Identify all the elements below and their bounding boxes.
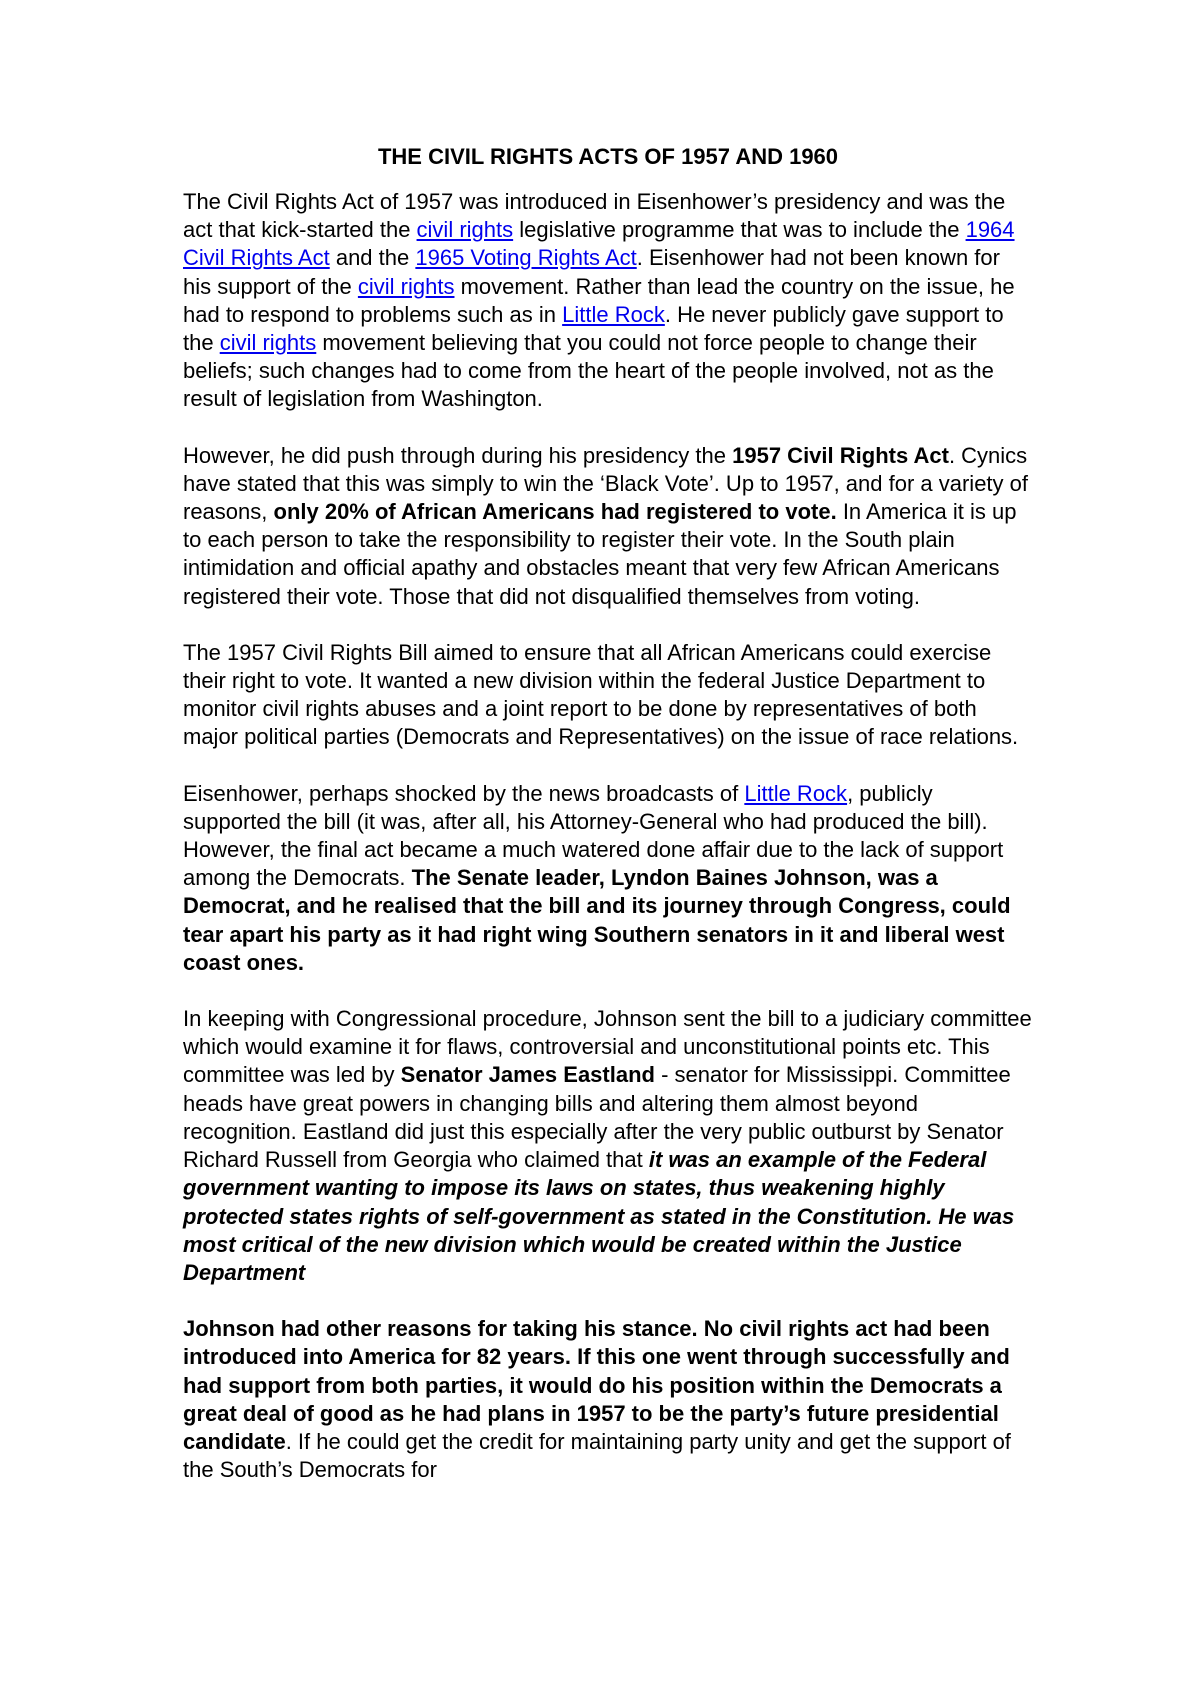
text-run: The Civil Rights Act of 1957 was introduced in Eisenhower’s presidency and was the act that kick-started the bbox=[183, 189, 1006, 243]
paragraph-6 bbox=[183, 1315, 1033, 1484]
text-run: Eisenhower, perhaps shocked by the news broadcasts of bbox=[183, 780, 745, 806]
text-run: The 1957 Civil Rights Bill aimed to ensure that all African Americans could exercise their right to vote. It wanted a new division within the federal Justice Department to monitor civil rights abuses and a joint report to be done by representatives of both major political parties (Democrats and Representatives) on the issue of race relations. bbox=[183, 639, 1019, 750]
link-civil-rights[interactable]: civil rights bbox=[416, 217, 514, 243]
document-title: THE CIVIL RIGHTS ACTS OF 1957 AND 1960 bbox=[377, 144, 839, 169]
text-run: . He never publicly gave support to the bbox=[183, 301, 1004, 356]
text-run: - senator for Mississippi. Committee heads have great powers in changing bills and altering them almost beyond recognition. Eastland did just this especially after the very public outburst by Senator Richard Russell from Georgia who claimed that bbox=[183, 1062, 1011, 1173]
text-run: and the bbox=[329, 245, 416, 271]
bold-text: The Senate leader, Lyndon Baines Johnson, was a Democrat, and he realised that the bill and its journey through Congress, could tear apart his party as it had right wing Southern senators in it and liberal west coast ones. bbox=[183, 865, 1011, 975]
link-civil-rights[interactable]: civil rights bbox=[357, 273, 455, 299]
text-run: In America it is up to each person to take the responsibility to register their vote. In the South plain intimidation and official apathy and obstacles meant that very few African Americans registered their vote. Those that did not disqualified themselves from voting. bbox=[183, 499, 1017, 609]
text-run: movement believing that you could not force people to change their beliefs; such changes had to come from the heart of the people involved, not as the result of legislation from Washington. bbox=[183, 330, 994, 412]
link-little-rock[interactable]: Little Rock bbox=[744, 780, 848, 806]
text-run: , publicly supported the bill (it was, after all, his Attorney-General who had produced the bill). However, the final act became a much watered done affair due to the lack of support among the Democrats. bbox=[183, 780, 1004, 891]
bold-text: only 20% of African Americans had registered to vote. bbox=[273, 499, 837, 525]
bold-text: 1957 Civil Rights Act bbox=[732, 442, 949, 468]
bold-text: Johnson had other reasons for taking his stance. No civil rights act had been introduced into America for 82 years. If this one went through successfully and had support from both parties, it would do his position within the Democrats a great deal of good as he had plans in 1957 to be the party’s future presidential candidate bbox=[183, 1316, 1010, 1454]
bold-text: Senator James Eastland bbox=[400, 1062, 655, 1088]
bold-italic-quote: it was an example of the Federal government wanting to impose its laws on states, thus weakening highly protected states rights of self-government as stated in the Constitution. He was most critical of the new division which would be created within the Justice Department bbox=[183, 1147, 1015, 1285]
link-little-rock[interactable]: Little Rock bbox=[562, 301, 665, 327]
text-run: legislative programme that was to include the bbox=[513, 217, 966, 243]
paragraph-4 bbox=[183, 780, 1033, 977]
link-civil-rights[interactable]: civil rights bbox=[219, 330, 317, 356]
text-run: In keeping with Congressional procedure, Johnson sent the bill to a judiciary committee which would examine it for flaws, controversial and unconstitutional points etc. This committee was led by bbox=[183, 1006, 1032, 1088]
link-1964-civil-rights-act[interactable]: 1964 Civil Rights Act bbox=[183, 217, 1015, 271]
text-run: . If he could get the credit for maintaining party unity and get the support of the South’s Democrats for bbox=[183, 1428, 1011, 1483]
paragraph-2 bbox=[183, 442, 1033, 611]
link-1965-voting-rights-act[interactable]: 1965 Voting Rights Act bbox=[415, 245, 637, 271]
document-page bbox=[183, 143, 1033, 1512]
text-run: . Cynics have stated that this was simply to win the ‘Black Vote’. Up to 1957, and for a variety of reasons, bbox=[183, 442, 1029, 525]
paragraph-5 bbox=[183, 1005, 1033, 1287]
text-run: movement. Rather than lead the country on the issue, he had to respond to problems such as in bbox=[183, 273, 1015, 327]
paragraph-3 bbox=[183, 639, 1033, 752]
text-run: . Eisenhower had not been known for his support of the bbox=[183, 245, 1000, 299]
paragraph-1 bbox=[183, 188, 1033, 414]
text-run: However, he did push through during his presidency the bbox=[183, 442, 733, 468]
